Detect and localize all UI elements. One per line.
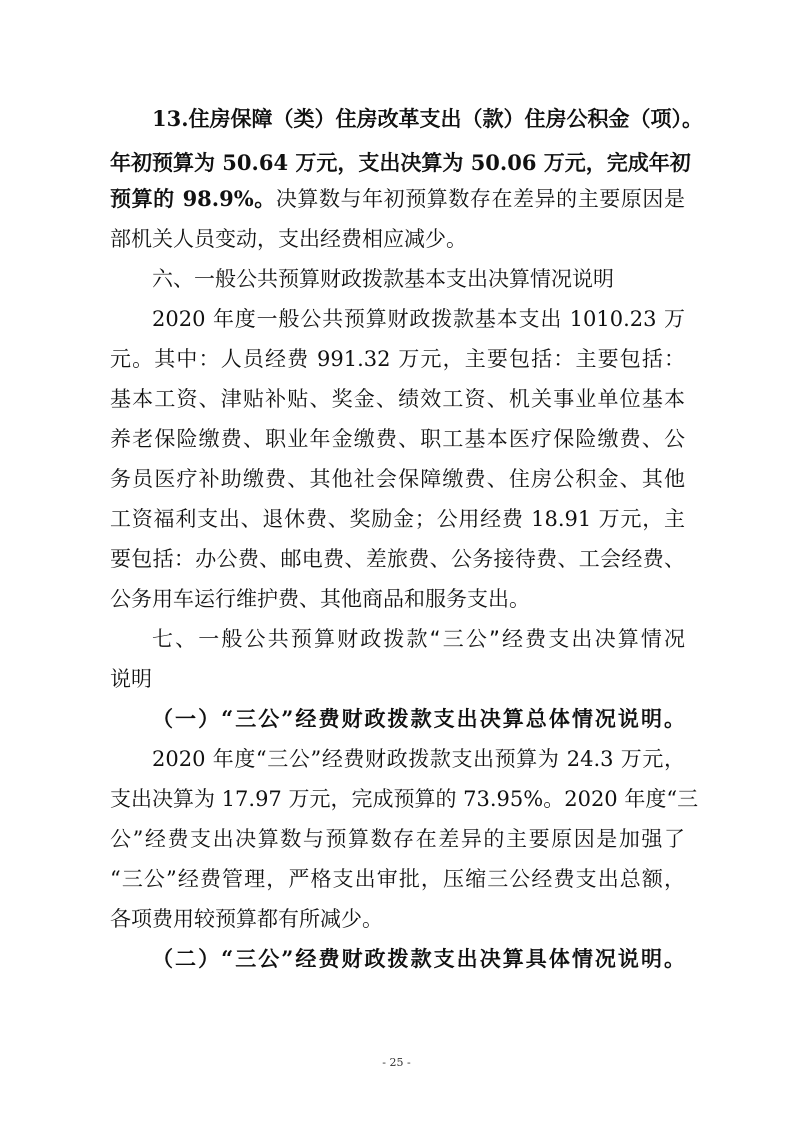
page-number: - 25 - [382,1056,411,1069]
section-7-subheading-1: （一）“三公”经费财政拨款支出决算总体情况说明。 [152,706,685,731]
paragraph-13-line-3 [110,184,685,214]
section-6-line-6: 工资福利支出、退休费、奖励金；公用经费 18.91 万元，主 [110,507,685,531]
section-7-heading-line-1: 七、一般公共预算财政拨款“三公”经费支出决算情况 [152,627,685,651]
section-6-line-7: 要包括：办公费、邮电费、差旅费、公务接待费、工会经费、 [110,547,685,571]
section-7-subheading-2: （二）“三公”经费财政拨款支出决算具体情况说明。 [152,946,685,971]
paragraph-13-line-3-bold: 预算的 98.9%。 [110,186,276,211]
section-7-line-5: 各项费用较预算都有所减少。 [110,907,383,931]
section-7-heading-line-2: 说明 [110,667,152,691]
section-6-line-1: 2020 年度一般公共预算财政拨款基本支出 1010.23 万 [152,307,685,331]
section-6-line-5: 务员医疗补助缴费、其他社会保障缴费、住房公积金、其他 [110,467,685,491]
paragraph-13-line-4: 部机关人员变动，支出经费相应减少。 [110,227,467,251]
section-7-line-2: 支出决算为 17.97 万元，完成预算的 73.95%。2020 年度“三 [110,787,699,811]
section-6-line-4: 养老保险缴费、职业年金缴费、职工基本医疗保险缴费、公 [110,427,685,451]
section-7-line-3: 公”经费支出决算数与预算数存在差异的主要原因是加强了 [110,827,685,851]
section-6-line-2: 元。其中：人员经费 991.32 万元，主要包括：主要包括： [110,347,685,371]
section-7-line-4: “三公”经费管理，严格支出审批，压缩三公经费支出总额， [110,867,685,891]
section-6-line-3: 基本工资、津贴补贴、奖金、绩效工资、机关事业单位基本 [110,387,685,411]
paragraph-13-line-3-normal: 决算数与年初预算数存在差异的主要原因是 [275,187,685,211]
section-6-heading: 六、一般公共预算财政拨款基本支出决算情况说明 [152,267,614,291]
paragraph-13-line-1: 13.住房保障（类）住房改革支出（款）住房公积金（项）。 [152,106,704,131]
paragraph-13-line-2: 年初预算为 50.64 万元，支出决算为 50.06 万元，完成年初 [110,150,691,175]
section-7-line-1: 2020 年度“三公”经费财政拨款支出预算为 24.3 万元， [152,747,685,771]
section-6-line-8: 公务用车运行维护费、其他商品和服务支出。 [110,587,530,611]
